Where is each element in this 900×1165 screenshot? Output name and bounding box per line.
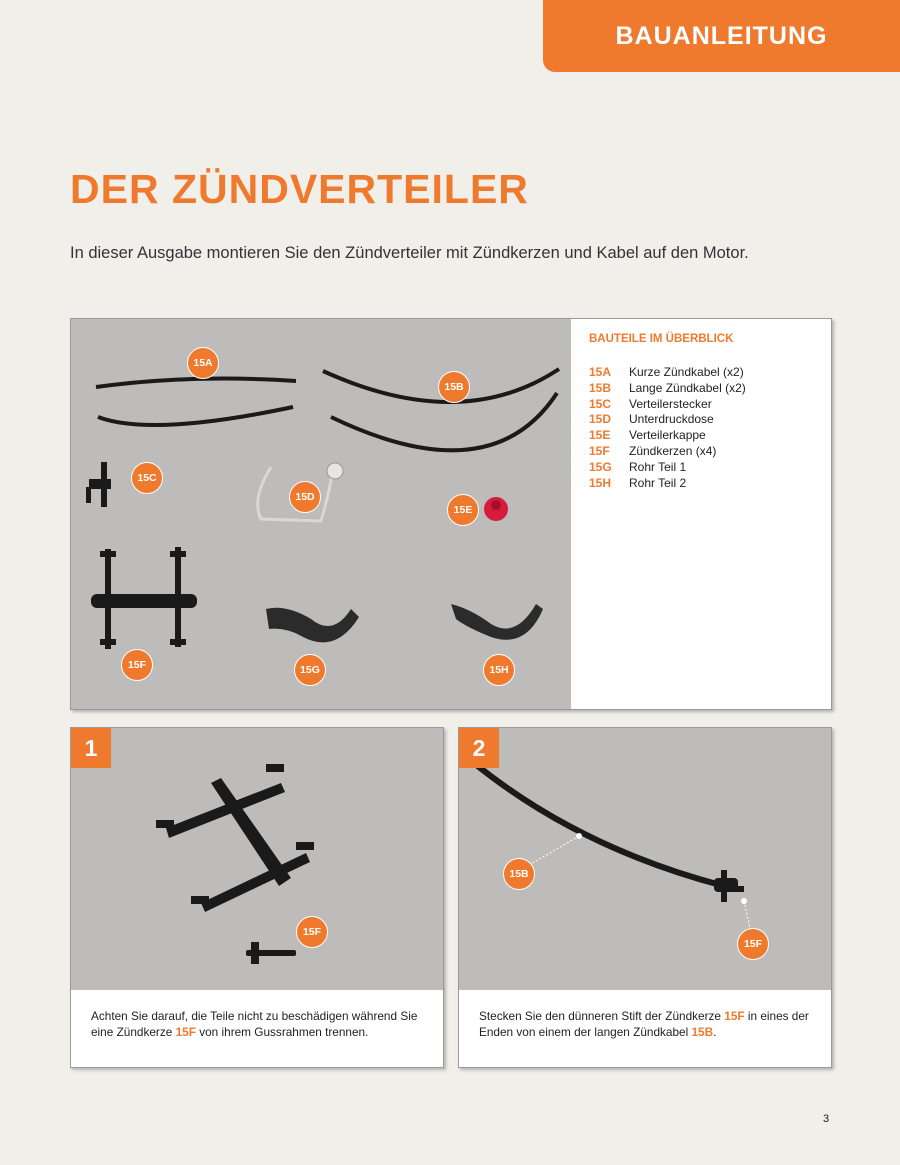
label-15b: 15B <box>503 858 535 890</box>
part-name: Rohr Teil 1 <box>629 459 687 474</box>
step-2-panel <box>458 727 832 1068</box>
step-number: 2 <box>459 728 499 768</box>
part-code: 15H <box>589 475 612 490</box>
part-15c-connector <box>86 462 111 507</box>
part-name: Verteilerkappe <box>629 428 706 443</box>
parts-list-panel <box>589 333 819 491</box>
part-code: 15D <box>589 412 612 427</box>
label-15d: 15D <box>289 481 321 513</box>
intro-text: In dieser Ausgabe montieren Sie den Zündverteiler mit Zündkerzen und Kabel auf den Motor. <box>70 244 749 262</box>
sprue-frame <box>156 764 314 912</box>
parts-list-item <box>589 460 819 476</box>
part-code: 15F <box>589 443 610 458</box>
part-name: Lange Zündkabel (x2) <box>629 380 746 395</box>
part-name: Zündkerzen (x4) <box>629 443 717 458</box>
step-2-caption: Stecken Sie den dünneren Stift der Zündkerze 15F in eines der Enden von einem der langen Zündkabel 15B. <box>479 1009 809 1039</box>
spark-plug <box>714 870 744 902</box>
part-name: Verteilerstecker <box>629 396 712 411</box>
loose-spark-plug <box>246 942 296 964</box>
part-name: Kurze Zündkabel (x2) <box>629 365 744 379</box>
parts-list-heading: BAUTEILE IM ÜBERBLICK <box>589 333 734 345</box>
part-15h-tube <box>451 604 543 640</box>
step-1-panel <box>70 727 444 1068</box>
parts-list-item <box>589 476 819 492</box>
label-15a: 15A <box>187 347 219 379</box>
step-1-photo <box>71 728 443 990</box>
parts-overview-panel <box>70 318 832 710</box>
page-number: 3 <box>823 1113 830 1125</box>
parts-photo <box>71 319 571 709</box>
parts-list-item <box>589 444 819 460</box>
label-15f: 15F <box>296 916 328 948</box>
part-15f-sprue <box>91 547 197 649</box>
part-code: 15B <box>589 380 612 395</box>
part-15a-cable-2 <box>98 407 293 425</box>
step-number: 1 <box>71 728 111 768</box>
label-15g: 15G <box>294 654 326 686</box>
part-name: Unterdruckdose <box>629 412 714 427</box>
parts-list-item <box>589 365 819 381</box>
part-code: 15E <box>589 428 611 443</box>
section-tab: BAUANLEITUNG <box>543 0 900 72</box>
parts-list-item <box>589 412 819 428</box>
parts-list <box>589 365 819 491</box>
page-title: DER ZÜNDVERTEILER <box>70 166 529 212</box>
part-15g-tube <box>266 608 359 643</box>
label-15b: 15B <box>438 371 470 403</box>
part-code: 15C <box>589 396 612 411</box>
leader-line <box>531 836 579 864</box>
part-code: 15A <box>589 365 612 379</box>
parts-list-item <box>589 397 819 413</box>
step-2-photo <box>459 728 831 990</box>
label-15f: 15F <box>121 649 153 681</box>
part-15e-cap <box>484 497 508 521</box>
step-1-illustration <box>71 728 443 990</box>
part-15a-cable-1 <box>96 379 296 387</box>
parts-list-item <box>589 381 819 397</box>
label-15c: 15C <box>131 462 163 494</box>
part-name: Rohr Teil 2 <box>629 475 687 490</box>
step-1-caption: Achten Sie darauf, die Teile nicht zu beschädigen während Sie eine Zündkerze 15F von ihrem Gussrahmen trennen. <box>91 1009 418 1039</box>
part-code: 15G <box>589 459 612 474</box>
parts-list-item <box>589 428 819 444</box>
label-15h: 15H <box>483 654 515 686</box>
parts-illustration <box>71 319 571 709</box>
label-15f: 15F <box>737 928 769 960</box>
label-15e: 15E <box>447 494 479 526</box>
